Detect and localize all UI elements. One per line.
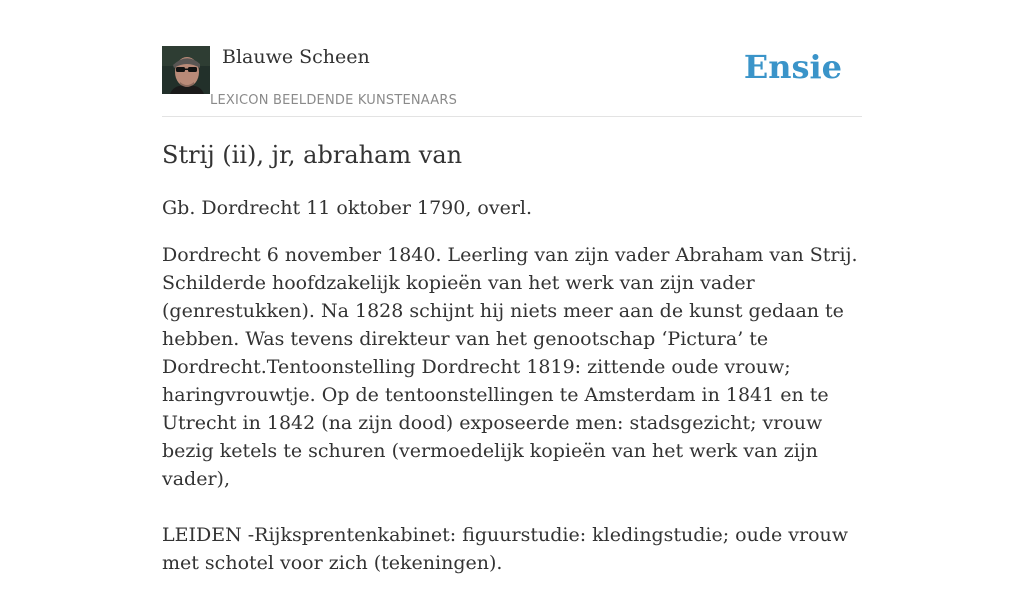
- avatar-photo-icon: [162, 46, 210, 94]
- collection-label[interactable]: LEXICON BEELDENDE KUNSTENAARS: [210, 93, 458, 108]
- author-name[interactable]: Blauwe Scheen: [222, 46, 370, 68]
- article-header: [162, 46, 862, 117]
- article-paragraph: Dordrecht 6 november 1840. Leerling van zijn vader Abraham van Strij. Schilderde hoofdzakelijk kopieën van het werk van zijn vader (genrestukken). Na 1828 schijnt hij niets meer aan de kunst gedaan te hebben. Was tevens direkteur van het genootschap ‘Pictura’ te Dordrecht.Tentoonstelling Dordrecht 1819: zittende oude vrouw; haringvrouwtje. Op de tentoonstellingen te Amsterdam in 1841 en te Utrecht in 1842 (na zijn dood) exposeerde men: stadsgezicht; vrouw bezig ketels te schuren (vermoedelijk kopieën van het werk van zijn vader), LEIDEN -Rijksprentenkabinet: figuurstudie: kledingstudie; oude vrouw met schotel voor zich (tekeningen).: [162, 244, 858, 574]
- article-paragraph: Gb. Dordrecht 11 oktober 1790, overl.: [162, 197, 533, 219]
- avatar[interactable]: [162, 46, 210, 94]
- article-body: [162, 138, 864, 596]
- brand-logo[interactable]: Ensie: [743, 48, 842, 86]
- article-title: Strij (ii), jr, abraham van: [162, 141, 463, 169]
